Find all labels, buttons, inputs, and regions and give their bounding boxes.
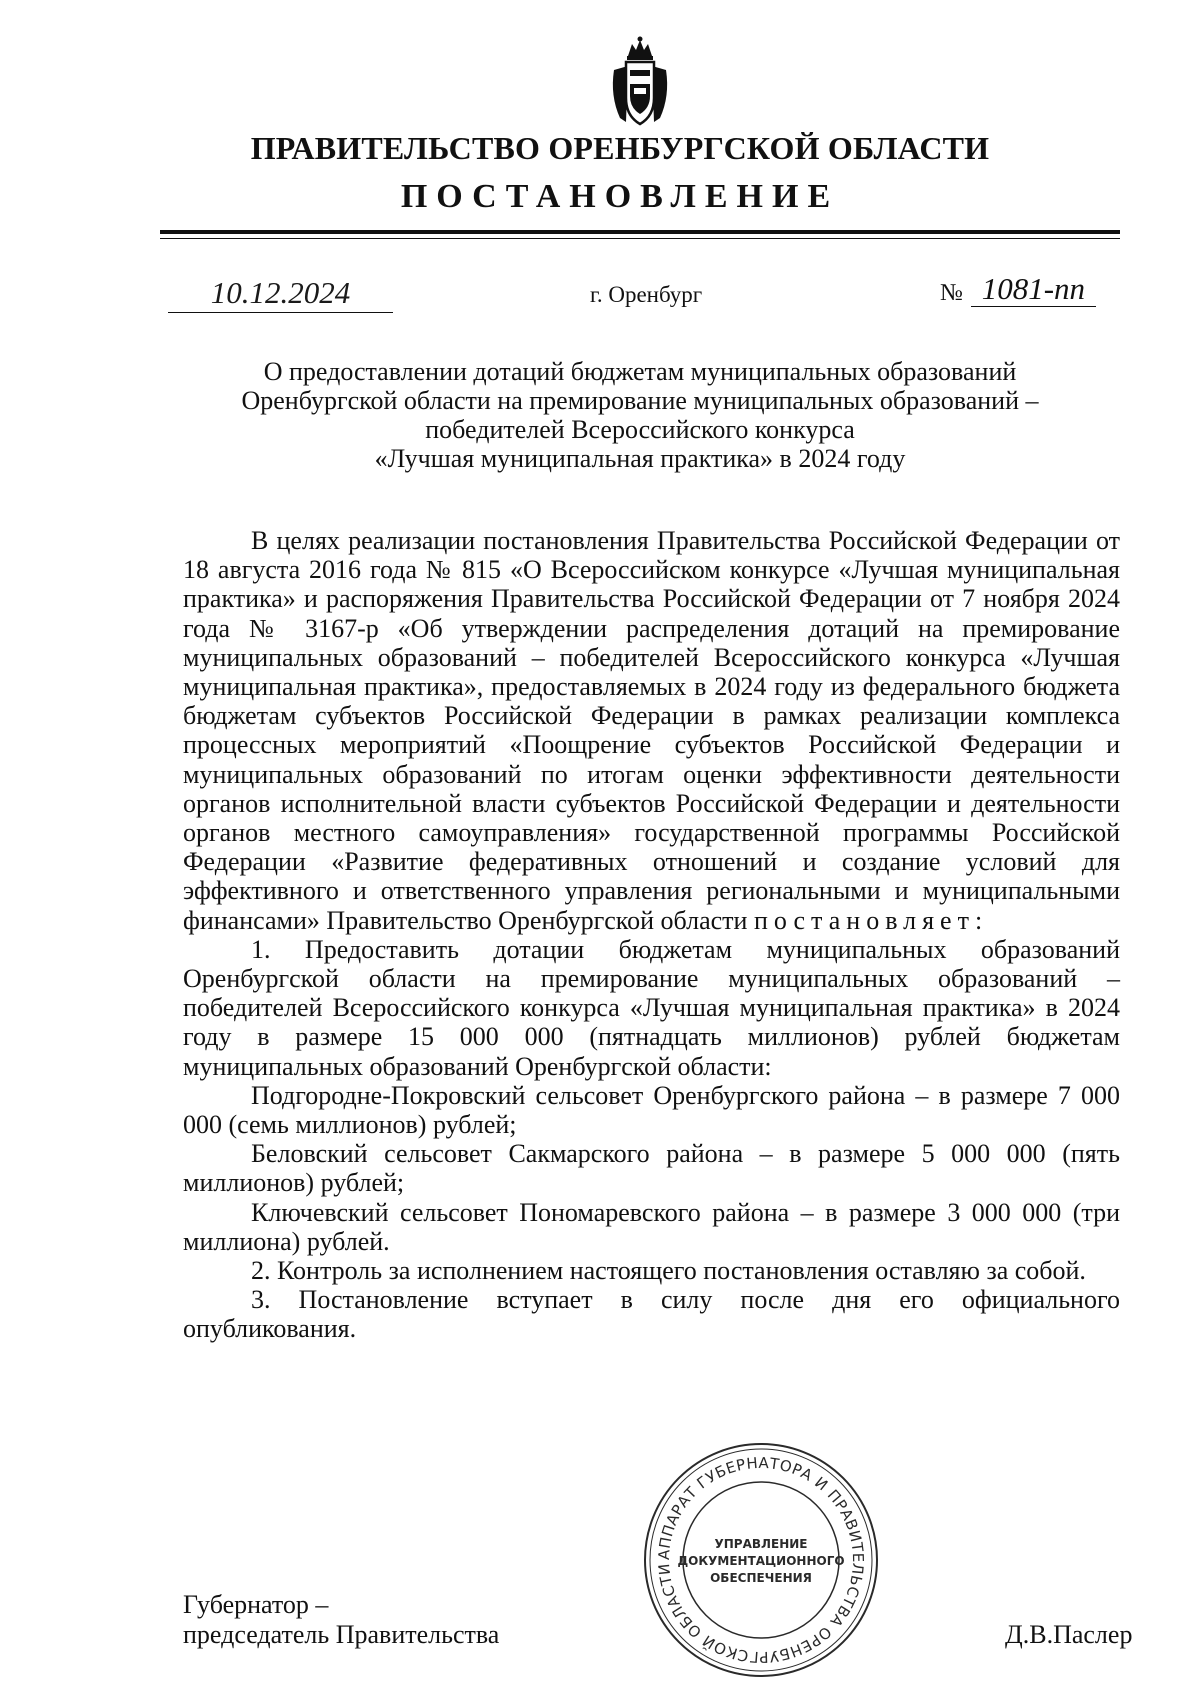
header-rule-thick <box>160 230 1120 234</box>
number-value: 1081-пп <box>971 272 1096 307</box>
signatory-title-line: Губернатор – <box>183 1590 329 1619</box>
official-stamp <box>641 1440 881 1680</box>
preamble-text: В целях реализации постановления Правительства Российской Федерации от 18 августа 2016 года № 815 «О Всероссийском конкурсе «Лучшая муниципальная практика» и распоряжения Правительства Российской Федерации от 7 ноября 2024 года № 3167-р «Об утверждении распределения дотаций на премирование муниципальных образований – победителей Всероссийского конкурса «Лучшая муниципальная практика», предоставляемых в 2024 году из федерального бюджета бюджетам субъектов Российской Федерации в рамках реализации комплекса процессных мероприятий «Поощрение субъектов Российской Федерации и муниципальных образований по итогам оценки эффективности деятельности органов исполнительной власти субъектов Российской Федерации и деятельности органов местного самоуправления» государственной программы Российской Федерации «Развитие федеративных отношений и создание условий для эффективного и ответственного управления региональными и муниципальными финансами» Правительство Оренбургской области <box>183 526 1120 935</box>
preamble-paragraph <box>183 526 1120 935</box>
item-1: 1. Предоставить дотации бюджетам муниципальных образований Оренбургской области на премирование муниципальных образований – победителей Всероссийского конкурса «Лучшая муниципальная практика» в 2024 году в размере 15 000 000 (пятнадцать миллионов) рублей бюджетам муниципальных образований Оренбургской области: <box>183 934 1120 1081</box>
subject-line: «Лучшая муниципальная практика» в 2024 году <box>374 444 906 473</box>
item-2: 2. Контроль за исполнением настоящего постановления оставляю за собой. <box>251 1256 1086 1286</box>
signatory-title-line: председатель Правительства <box>183 1620 500 1649</box>
number-sign: № <box>940 280 963 306</box>
document-date: 10.12.2024 <box>168 276 393 313</box>
stamp-outer-text: АППАРАТ ГУБЕРНАТОРА И ПРАВИТЕЛЬСТВА ОРЕНБУРГСКОЙ ОБЛАСТИ <box>654 1453 868 1667</box>
subject-line: Оренбургской области на премирование муниципальных образований – <box>241 386 1039 415</box>
stamp-inner-line: ДОКУМЕНТАЦИОННОГО <box>677 1554 845 1568</box>
recipient-item: Беловский сельсовет Сакмарского района – в размере 5 000 000 (пять миллионов) рублей; <box>183 1139 1120 1198</box>
recipient-item: Ключевский сельсовет Пономаревского района – в размере 3 000 000 (три миллиона) рублей. <box>183 1197 1120 1256</box>
stamp-inner-line: ОБЕСПЕЧЕНИЯ <box>710 1571 812 1585</box>
document-number <box>940 272 1096 310</box>
document-subject <box>160 357 1120 473</box>
signatory-name: Д.В.Паслер <box>1005 1620 1133 1649</box>
resolves-word: постановляет: <box>753 905 989 935</box>
document-body <box>183 526 1120 1344</box>
government-title: ПРАВИТЕЛЬСТВО ОРЕНБУРГСКОЙ ОБЛАСТИ <box>250 130 990 166</box>
document-type-title: ПОСТАНОВЛЕНИЕ <box>400 178 840 215</box>
subject-line: О предоставлении дотаций бюджетам муниципальных образований <box>263 357 1017 386</box>
subject-line: победителей Всероссийского конкурса <box>425 415 855 444</box>
item-3: 3. Постановление вступает в силу после дня его официального опубликования. <box>183 1285 1120 1344</box>
coat-of-arms-icon <box>606 36 674 128</box>
document-city: г. Оренбург <box>590 282 703 307</box>
recipient-item: Подгородне-Покровский сельсовет Оренбургского района – в размере 7 000 000 (семь миллионов) рублей; <box>183 1080 1120 1140</box>
stamp-inner-line: УПРАВЛЕНИЕ <box>714 1537 808 1551</box>
header-rule-thin <box>160 238 1120 239</box>
signatory-title <box>183 1590 499 1650</box>
